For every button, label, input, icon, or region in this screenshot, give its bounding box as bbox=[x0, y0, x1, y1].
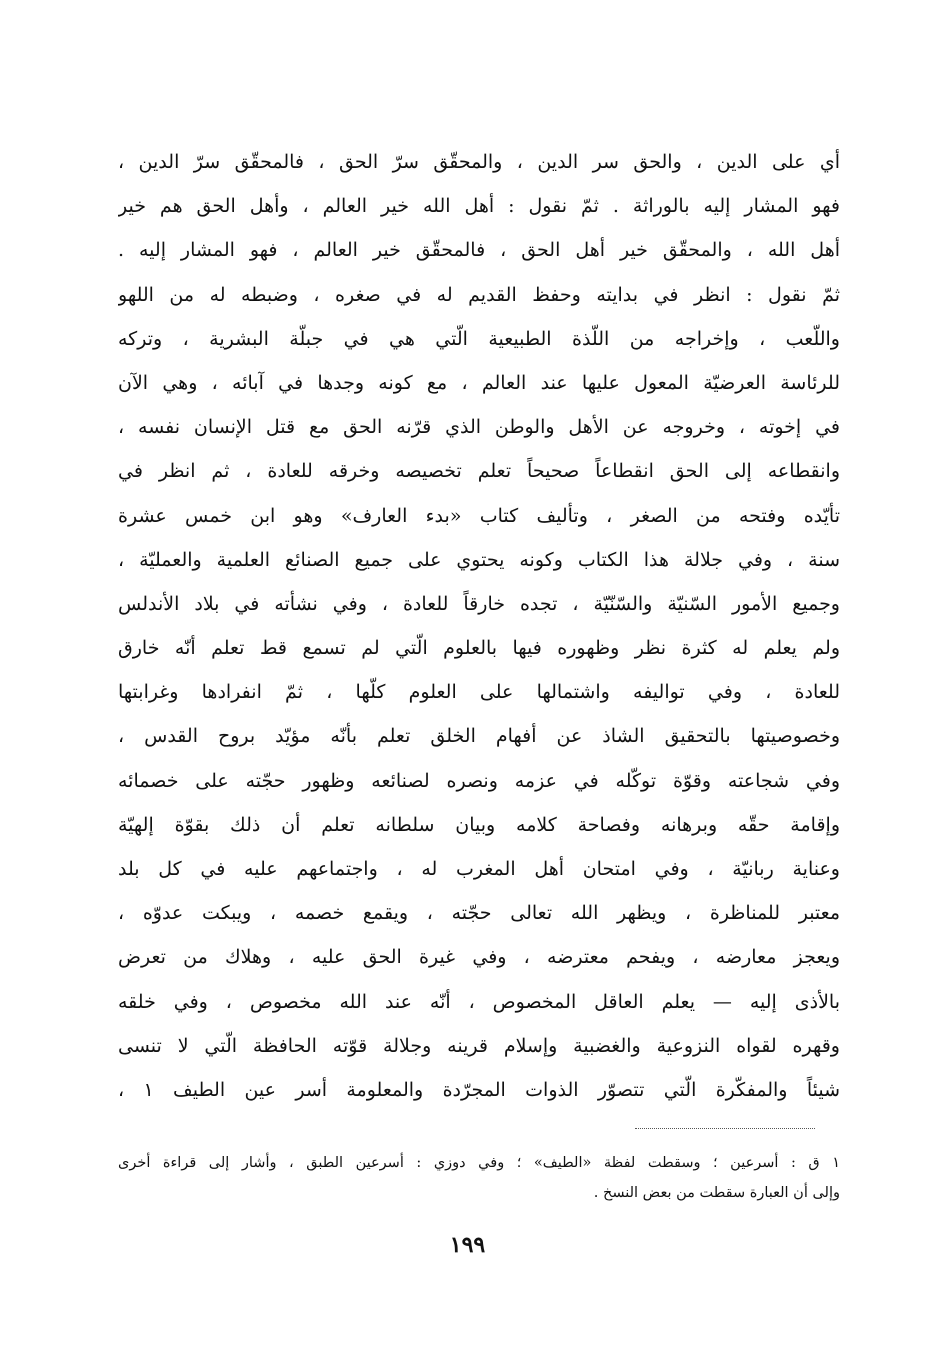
text-line: وإقامة حقّه وبرهانه وفصاحة كلامه وبيان سلطانه تعلم أن ذلك بقوّة إلهيّة bbox=[118, 813, 840, 836]
text-line: فهو المشار إليه بالوراثة . ثمّ نقول : أهل الله خير العالم ، وأهل الحق هم خير bbox=[118, 195, 840, 218]
text-line: في إخوته ، وخروجه عن الأهل والوطن الذي قرّنه الحق مع قتل الإنسان نفسه ، bbox=[118, 416, 840, 439]
text-line: للعادة ، وفي تواليفه واشتمالها على العلوم كلّها ، ثمّ انفرادها وغرابتها bbox=[118, 681, 840, 704]
text-line: وعناية ربانيّة ، وفي امتحان أهل المغرب له ، واجتماعهم عليه في كل بلد bbox=[118, 858, 840, 880]
text-line: واللّعب ، وإخراجه من اللّذة الطبيعية الّتي هي في جبلّة البشرية ، وتركه bbox=[118, 327, 840, 350]
text-line: ثمّ نقول : انظر في بدايته وحفظ القديم له في صغره ، وضبطه له من اللهو bbox=[118, 283, 840, 306]
text-line: تأيّده وفتحه من الصغر ، وتأليف كتاب «بدء العارف» وهو ابن خمس عشرة bbox=[118, 504, 840, 527]
text-line: شيئاً والمفكّرة الّتي تتصوّر الذوات المجرّدة والمعلومة أسر عين الطيف ١ ، bbox=[118, 1078, 840, 1101]
text-line: وانقطاعه إلى الحق انقطاعاً صحيحاً تعلم تخصيصه وخرقه للعادة ، ثم انظر في bbox=[118, 460, 840, 483]
text-line: وخصوصيتها بالتحقيق الشاذ عن أفهام الخلق تعلم بأنّه مؤيّد بروح القدس ، bbox=[118, 725, 840, 748]
text-line: ولم يعلم له كثرة نظر وظهوره فيها بالعلوم الّتي لم تسمع قط تعلم أنّه خارق bbox=[118, 637, 840, 660]
footnote-line: وإلى أن العبارة سقطت من بعض النسخ . bbox=[593, 1185, 840, 1201]
text-line: للرئاسة العرضيّة المعول عليها عند العالم ، مع كونه وجدها في آبائه ، وهي الآن bbox=[118, 371, 840, 394]
footnote-line: ١ ق : أسرعين ؛ وسقطت لفظة «الطيف» ؛ وفي دوزي : أسرعين الطبق ، وأشار إلى قراءة أخرى bbox=[118, 1155, 840, 1171]
footnote-divider bbox=[635, 1128, 815, 1129]
page-number: ١٩٩ bbox=[449, 1232, 486, 1258]
text-line: بالأذى إليه — يعلم العاقل المخصوص ، أنّه عند الله مخصوص ، وفي خلقه bbox=[118, 990, 840, 1013]
footnotes bbox=[118, 1148, 840, 1208]
text-line: أي على الدين ، والحق سر الدين ، والمحقّق سرّ الحق ، فالمحقّق سرّ الدين ، bbox=[118, 151, 840, 173]
text-line: وجميع الأمور السّنيّة والسّنّيّة ، تجده خارقاً للعادة ، وفي نشأته في بلاد الأندلس bbox=[118, 592, 840, 615]
text-line: ويعجز معارضه ، ويفحم معترضه ، وفي غيرة الحق عليه ، وهلاك من تعرض bbox=[118, 946, 840, 969]
main-text bbox=[118, 140, 840, 1112]
text-line: أهل الله ، والمحقّق خير أهل الحق ، فالمحقّق خير العالم ، فهو المشار إليه . bbox=[118, 239, 840, 262]
text-line: معتبر للمناظرة ، ويظهر الله تعالى حجّته ، ويقمع خصمه ، ويبكت عدوّه ، bbox=[118, 902, 840, 925]
text-line: وقهره لقواه النزوعية والغضبية وإسلام قرينه وجلالة قوّته الحافظة الّتي لا تنسى bbox=[118, 1034, 840, 1057]
text-line: سنة ، وفي جلالة هذا الكتاب وكونه يحتوي على جميع الصنائع العلمية والعمليّة ، bbox=[118, 548, 840, 571]
text-line: وفي شجاعته وقوّة توكّله في عزمه ونصره لصنائعه وظهور حجّته على خصمائه bbox=[118, 769, 840, 792]
